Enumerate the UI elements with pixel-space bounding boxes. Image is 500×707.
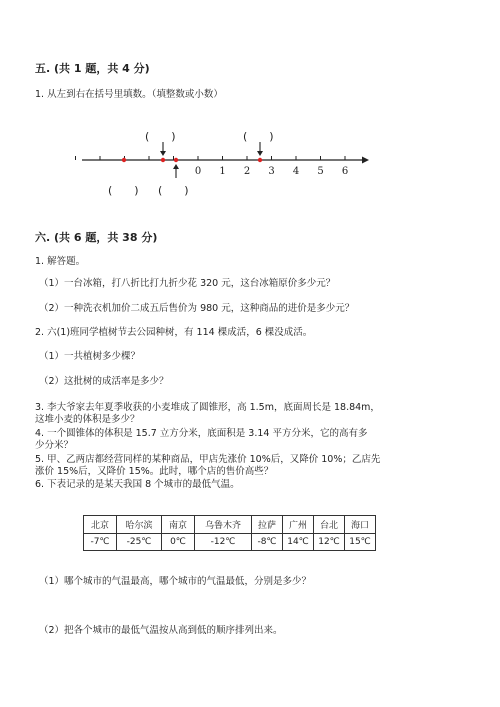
tick-label: 5	[317, 166, 324, 177]
table-cell: -12℃	[195, 534, 252, 551]
section6-question-1-1: （1）一台冰箱，打八折比打九折少花 320 元，这台冰箱原价多少元？	[39, 278, 336, 289]
section6-question-1-2: （2）一种洗衣机加价二成五后售价为 980 元，这种商品的进价是多少元？	[39, 303, 355, 314]
number-line	[70, 120, 370, 200]
answer-paren[interactable]: ( )	[108, 184, 139, 197]
tick-label: 1	[219, 166, 226, 177]
section6-question-6: 6. 下表记录的是某天我国 8 个城市的最低气温。	[35, 479, 240, 490]
table-cell: 乌鲁木齐	[195, 516, 252, 534]
tick-label: 3	[268, 166, 275, 177]
section6-question-3-line1: 3. 李大爷家去年夏季收获的小麦堆成了圆锥形，高 1.5m，底面周长是 18.84m，	[35, 402, 380, 413]
table-cell: 拉萨	[252, 516, 283, 534]
tick-labels	[195, 166, 348, 177]
table-cell: 0℃	[162, 534, 195, 551]
section6-question-2-1: （1）一共植树多少棵？	[39, 351, 141, 362]
down-arrow-icon	[160, 142, 166, 156]
section6-question-5-line2: 涨价 15%后，又降价 15%。此时，哪个店的售价高些？	[35, 466, 274, 477]
answer-paren[interactable]: ( )	[243, 130, 274, 143]
section6-question-2-2: （2）这批树的成活率是多少？	[39, 376, 169, 387]
section5-title: 五. (共 1 题，共 4 分)	[35, 62, 150, 75]
point-c	[174, 158, 178, 162]
table-cell: 12℃	[314, 534, 345, 551]
section6-question-1: 1. 解答题。	[35, 256, 86, 267]
table-cell: 海口	[345, 516, 376, 534]
down-arrow-icon	[257, 142, 263, 156]
section6-question-2: 2. 六(1)班同学植树节去公园种树，有 114 棵成活，6 棵没成活。	[35, 327, 313, 338]
temperature-table	[83, 515, 376, 551]
table-cell: 14℃	[283, 534, 314, 551]
axis-arrow	[362, 157, 369, 164]
table-cell: 台北	[314, 516, 345, 534]
tick-marks	[76, 156, 346, 160]
table-cell: 哈尔滨	[117, 516, 162, 534]
point-b	[161, 158, 165, 162]
table-cell: 广州	[283, 516, 314, 534]
tick-label: 0	[194, 166, 202, 177]
tick-label: 2	[243, 166, 251, 177]
section6-question-4-line1: 4. 一个圆锥体的体积是 15.7 立方分米，底面积是 3.14 平方分米，它的高有多	[35, 428, 368, 439]
section5-question-1: 1. 从左到右在括号里填数。（填整数或小数）	[35, 89, 223, 100]
up-arrow-icon	[173, 164, 179, 178]
table-cell: 南京	[162, 516, 195, 534]
point-d	[258, 158, 262, 162]
tick-label: 6	[341, 166, 349, 177]
section6-title: 六. (共 6 题，共 38 分)	[35, 231, 158, 244]
point-a	[122, 158, 126, 162]
section6-question-6-2: （2）把各个城市的最低气温按从高到低的顺序排列出来。	[39, 625, 283, 636]
answer-paren[interactable]: ( )	[158, 184, 189, 197]
table-cell: -25℃	[117, 534, 162, 551]
table-row-temps	[84, 534, 376, 551]
table-cell: -7℃	[84, 534, 117, 551]
table-cell: -8℃	[252, 534, 283, 551]
section6-question-3-line2: 这堆小麦的体积是多少？	[35, 414, 140, 425]
table-cell: 15℃	[345, 534, 376, 551]
section6-question-6-1: （1）哪个城市的气温最高，哪个城市的气温最低，分别是多少？	[39, 576, 312, 587]
table-row-cities	[84, 516, 376, 534]
section6-question-4-line2: 少分米？	[35, 440, 74, 451]
answer-paren[interactable]: ( )	[145, 130, 176, 143]
table-cell: 北京	[84, 516, 117, 534]
section6-question-5-line1: 5. 甲、乙两店都经营同样的某种商品，甲店先涨价 10%后，又降价 10%；乙店先	[35, 454, 381, 465]
tick-label: 4	[292, 166, 300, 177]
